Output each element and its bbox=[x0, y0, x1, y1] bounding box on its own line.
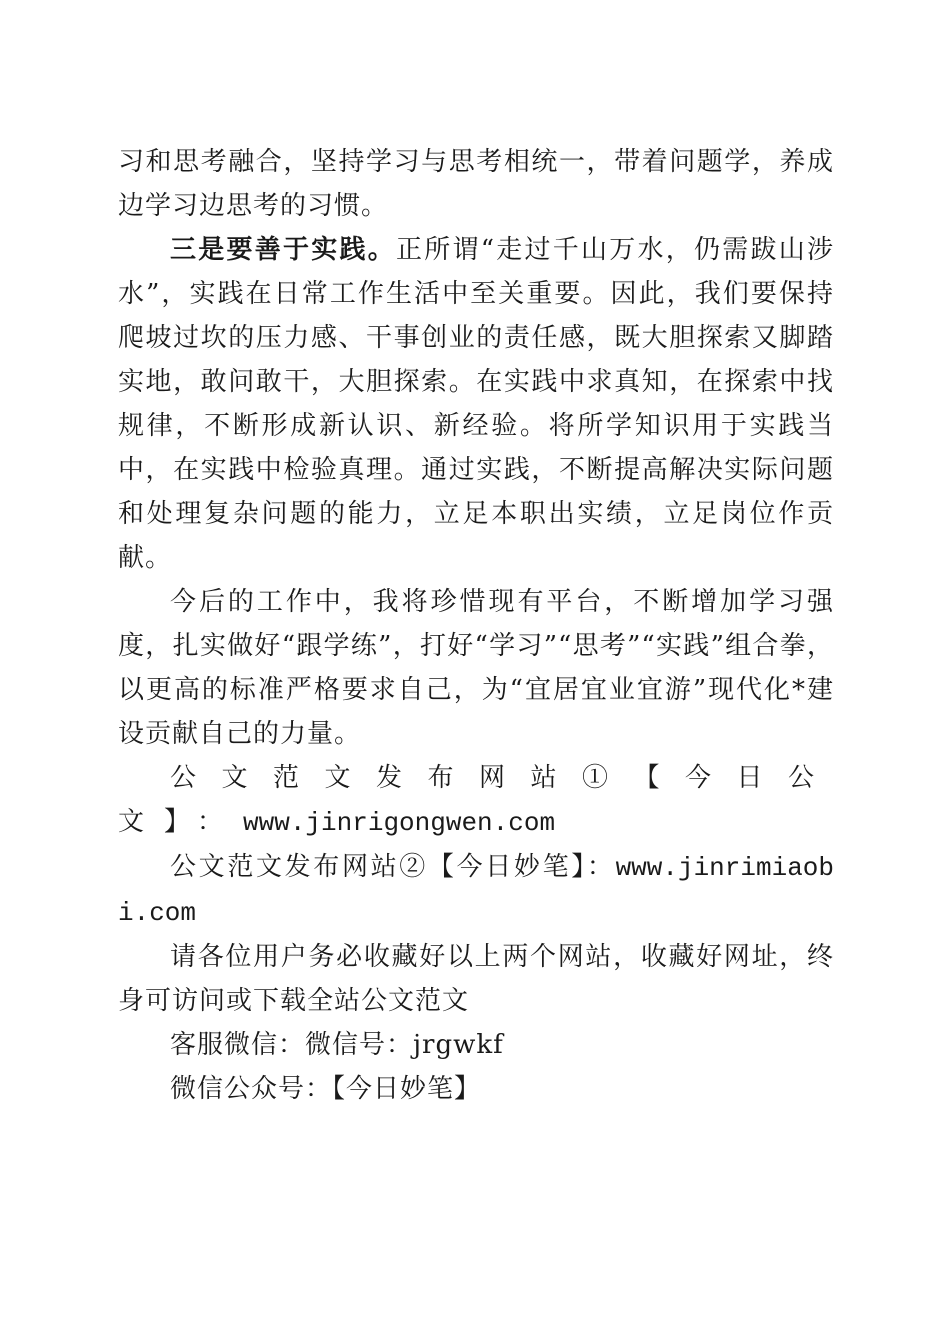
paragraph-practice-body: 正所谓“走过千山万水，仍需跋山涉水”，实践在日常工作生活中至关重要。因此，我们要保持爬坡过坎的压力感、干事创业的责任感，既大胆探索又脚踏实地，敢问敢干，大胆探索。在实践中求真知，在探索中找规律，不断形成新认识、新经验。将所学知识用于实践当中，在实践中检验真理。通过实践，不断提高解决实际问题和处理复杂问题的能力，立足本职出实绩，立足岗位作贡献。 bbox=[118, 235, 834, 573]
paragraph-practice-heading: 三是要善于实践。 bbox=[170, 235, 396, 265]
paragraph-conclusion: 今后的工作中，我将珍惜现有平台，不断增加学习强度，扎实做好“跟学练”，打好“学习”“思考”“实践”组合拳，以更高的标准严格要求自己，为“宜居宜业宜游”现代化*建设贡献自己的力量。 bbox=[118, 587, 834, 749]
footer-notice: 请各位用户务必收藏好以上两个网站，收藏好网址，终身可访问或下载全站公文范文 bbox=[118, 942, 834, 1016]
footer-site1-label: 公文范文发布网站①【今日公文】： bbox=[118, 763, 834, 837]
footer-site2-url: www.jinrimiaobi.com bbox=[118, 853, 834, 928]
footer-site1-url: www.jinrigongwen.com bbox=[243, 808, 556, 838]
footer-site2-label: 公文范文发布网站②【今日妙笔】： bbox=[170, 852, 616, 882]
footer-wechat-official: 微信公众号：【今日妙笔】 bbox=[170, 1074, 482, 1104]
paragraph-continuation: 习和思考融合，坚持学习与思考相统一，带着问题学，养成边学习边思考的习惯。 bbox=[118, 147, 834, 221]
document-body bbox=[118, 140, 834, 1111]
footer-wechat-service: 客服微信：微信号：jrgwkf bbox=[170, 1030, 504, 1060]
footer-site2 bbox=[118, 845, 834, 935]
paragraph-practice bbox=[118, 228, 834, 580]
footer-site1 bbox=[118, 756, 834, 845]
